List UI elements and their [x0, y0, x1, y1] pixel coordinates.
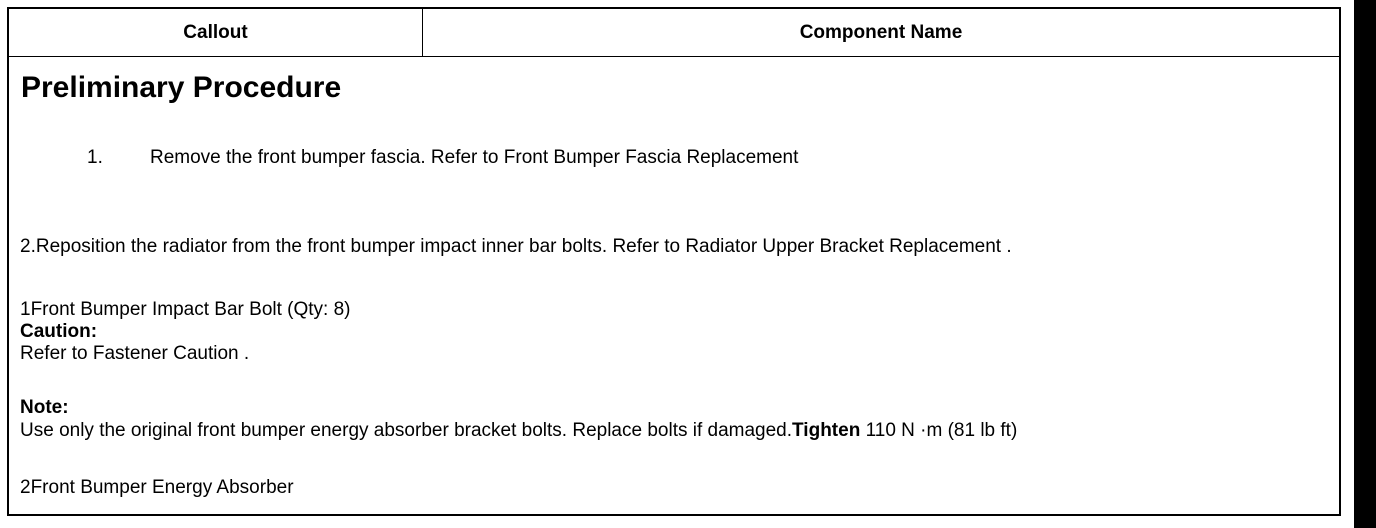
- item-one-text: 1Front Bumper Impact Bar Bolt (Qty: 8): [20, 299, 351, 320]
- table-header-row: [9, 9, 1339, 57]
- torque-value: 110 N ·m (81 lb ft): [860, 420, 1018, 441]
- tighten-label: Tighten: [792, 420, 861, 441]
- step-one: [87, 148, 798, 167]
- step-two-text: 2.Reposition the radiator from the front bumper impact inner bar bolts. Refer to Radiator Upper Bracket Replacement .: [20, 236, 1012, 257]
- procedure-table: [7, 7, 1341, 516]
- callout-header: Callout: [9, 9, 423, 56]
- item-two-text: 2Front Bumper Energy Absorber: [20, 477, 294, 498]
- right-edge-bar: [1354, 0, 1376, 528]
- note-text: Use only the original front bumper energy absorber bracket bolts. Replace bolts if damaged.: [20, 420, 793, 441]
- caution-label: Caution:: [20, 321, 98, 342]
- step-one-number: 1.: [87, 147, 103, 168]
- component-name-header: Component Name: [799, 21, 963, 43]
- step-one-text: Remove the front bumper fascia. Refer to Front Bumper Fascia Replacement: [150, 147, 799, 168]
- table-body-cell: [9, 57, 1339, 514]
- caution-text: Refer to Fastener Caution .: [20, 343, 250, 364]
- note-label: Note:: [20, 397, 69, 418]
- note-text-line: [20, 421, 1017, 440]
- section-title: Preliminary Procedure: [21, 71, 342, 104]
